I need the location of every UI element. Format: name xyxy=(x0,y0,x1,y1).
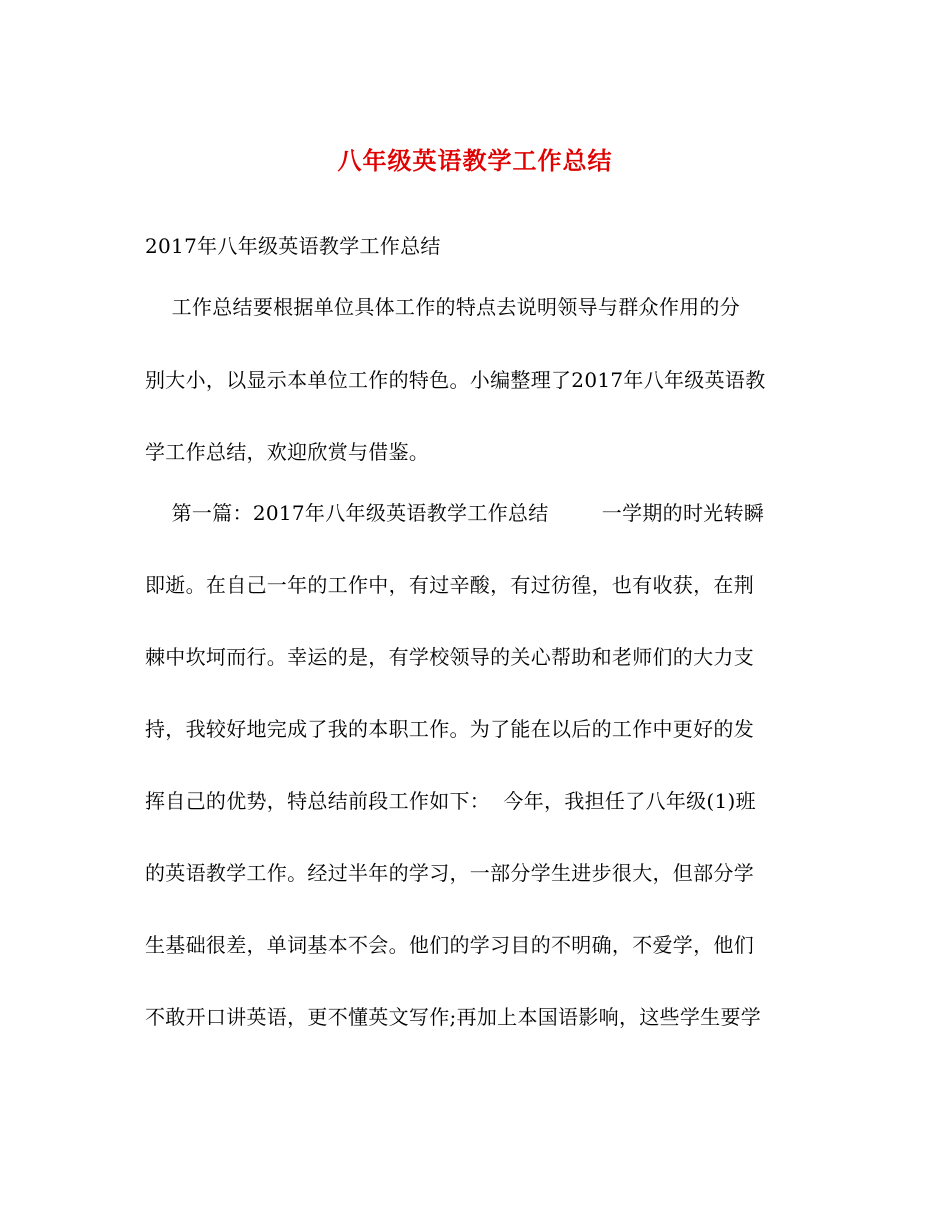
paragraph-line: 挥自己的优势，特总结前段工作如下： 今年，我担任了八年级(1)班 xyxy=(145,789,756,813)
paragraph-line: 棘中坎坷而行。幸运的是，有学校领导的关心帮助和老师们的大力支 xyxy=(145,645,754,669)
subtitle-line: 2017年八年级英语教学工作总结 xyxy=(145,234,441,258)
paragraph-line: 持，我较好地完成了我的本职工作。为了能在以后的工作中更好的发 xyxy=(145,717,754,741)
paragraph-line: 学工作总结，欢迎欣赏与借鉴。 xyxy=(145,440,430,464)
paragraph-line: 不敢开口讲英语，更不懂英文写作;再加上本国语影响，这些学生要学 xyxy=(145,1005,762,1029)
document-title: 八年级英语教学工作总结 xyxy=(337,146,613,175)
paragraph-line: 第一篇：2017年八年级英语教学工作总结 一学期的时光转瞬 xyxy=(145,501,765,525)
paragraph-line: 生基础很差，单词基本不会。他们的学习目的不明确，不爱学，他们 xyxy=(145,933,754,957)
paragraph-line: 的英语教学工作。经过半年的学习，一部分学生进步很大，但部分学 xyxy=(145,861,754,885)
paragraph-line: 即逝。在自己一年的工作中，有过辛酸，有过彷徨，也有收获，在荆 xyxy=(145,573,754,597)
paragraph-line: 别大小，以显示本单位工作的特色。小编整理了2017年八年级英语教 xyxy=(145,368,766,392)
paragraph-line: 工作总结要根据单位具体工作的特点去说明领导与群众作用的分 xyxy=(145,295,741,319)
